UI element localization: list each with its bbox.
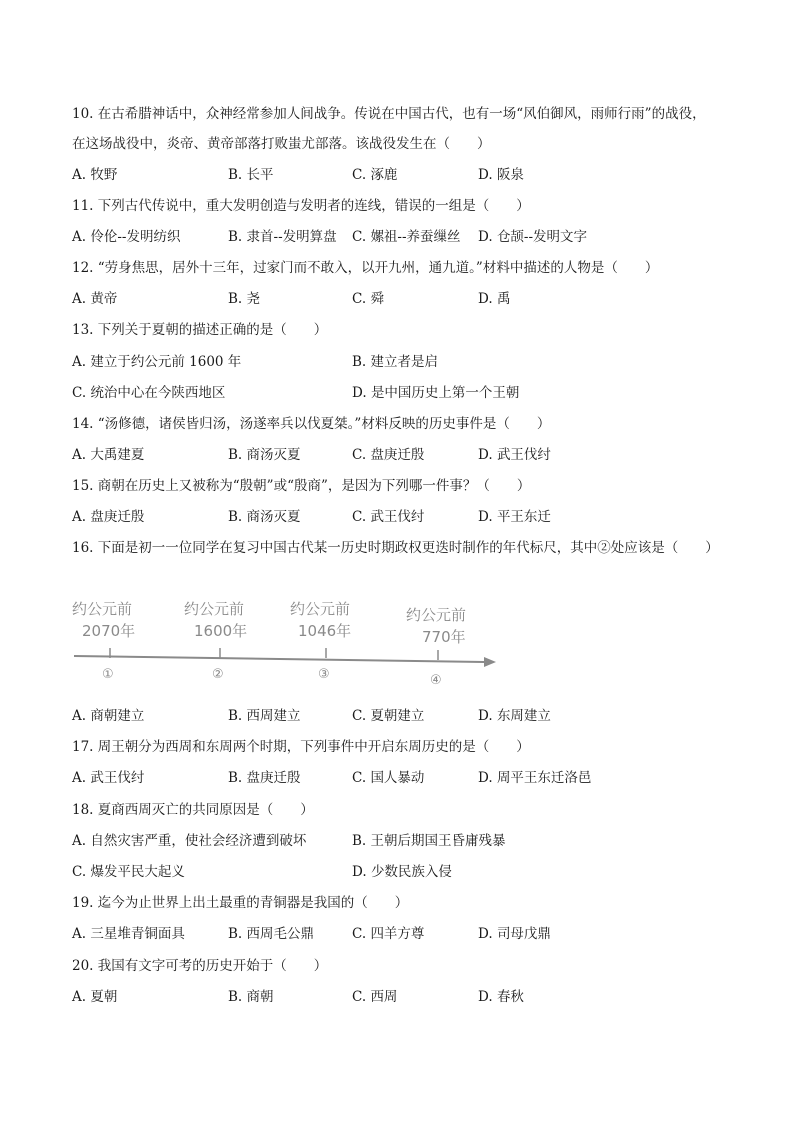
option-d: D. 东周建立 [478, 708, 551, 724]
option-a: A. 伶伦--发明纺织 [72, 229, 181, 245]
option-d: D. 禹 [478, 291, 511, 307]
timeline-prefix-2: 约公元前 [184, 600, 245, 618]
option-b: B. 长平 [228, 167, 274, 183]
q14-options [72, 446, 732, 464]
option-c: C. 国人暴动 [352, 770, 425, 786]
option-d: D. 平王东迁 [478, 509, 551, 525]
timeline-num-3: ③ [318, 667, 330, 682]
option-b: B. 商汤灭夏 [228, 509, 301, 525]
option-d: D. 司母戊鼎 [478, 926, 551, 942]
q10-options [72, 166, 732, 184]
option-b: B. 盘庚迁殷 [228, 770, 301, 786]
timeline-mark-2 [184, 600, 247, 682]
option-c: C. 爆发平民大起义 [72, 864, 185, 880]
timeline-year-1: 2070年 [82, 622, 136, 640]
option-b: B. 西周建立 [228, 708, 301, 724]
option-a: A. 牧野 [72, 167, 118, 183]
timeline-mark-4 [406, 606, 466, 688]
q11-options [72, 228, 732, 246]
option-c: C. 武王伐纣 [352, 509, 425, 525]
timeline-year-2: 1600年 [194, 622, 248, 640]
timeline-num-1: ① [102, 667, 114, 682]
option-b: B. 商汤灭夏 [228, 447, 301, 463]
option-b: B. 商朝 [228, 989, 274, 1005]
option-d: D. 是中国历史上第一个王朝 [352, 385, 520, 401]
option-b: B. 尧 [228, 291, 261, 307]
q19-line-1: 19. 迄今为止世界上出土最重的青铜器是我国的（ ） [72, 895, 409, 911]
q13-options-row-2 [72, 384, 732, 402]
q20-line-1: 20. 我国有文字可考的历史开始于（ ） [72, 958, 328, 974]
option-a: A. 自然灾害严重，使社会经济遭到破坏 [72, 833, 307, 849]
option-a: A. 建立于约公元前 1600 年 [72, 354, 242, 370]
option-d: D. 仓颉--发明文字 [478, 229, 588, 245]
option-c: C. 夏朝建立 [352, 708, 425, 724]
option-b: B. 王朝后期国王昏庸残暴 [352, 833, 506, 849]
timeline-prefix-4: 约公元前 [406, 606, 467, 624]
q17-line-1: 17. 周王朝分为西周和东周两个时期，下列事件中开启东周历史的是（ ） [72, 739, 530, 755]
option-d: D. 春秋 [478, 989, 524, 1005]
option-a: A. 三星堆青铜面具 [72, 926, 185, 942]
option-c: C. 盘庚迁殷 [352, 447, 425, 463]
option-a: A. 武王伐纣 [72, 770, 145, 786]
option-c: C. 涿鹿 [352, 167, 398, 183]
timeline-year-3: 1046年 [298, 622, 352, 640]
q18-options-row-1 [72, 832, 732, 850]
q18-line-1: 18. 夏商西周灭亡的共同原因是（ ） [72, 802, 314, 818]
q12-line-1: 12. “劳身焦思，居外十三年，过家门而不敢入，以开九州，通九道。”材料中描述的人物是（ ） [72, 260, 659, 276]
q19-options [72, 925, 732, 943]
option-a: A. 盘庚迁殷 [72, 509, 145, 525]
timeline-mark-3 [290, 600, 351, 682]
q16-line-1: 16. 下面是初一一位同学在复习中国古代某一历史时期政权更迭时制作的年代标尺，其中②处应该是（ ） [72, 540, 719, 556]
timeline-prefix-3: 约公元前 [290, 600, 351, 618]
q20-options [72, 988, 732, 1006]
timeline-mark-1 [72, 600, 135, 682]
option-d: D. 阪泉 [478, 167, 524, 183]
option-c: C. 嫘祖--养蚕缫丝 [352, 229, 461, 245]
q10-line-2: 在这场战役中，炎帝、黄帝部落打败蚩尤部落。该战役发生在（ ） [72, 136, 491, 152]
q15-options [72, 508, 732, 526]
option-b: B. 隶首--发明算盘 [228, 229, 337, 245]
timeline-arrow-icon [484, 657, 496, 667]
q13-line-1: 13. 下列关于夏朝的描述正确的是（ ） [72, 322, 328, 338]
q18-options-row-2 [72, 863, 732, 881]
timeline-num-4: ④ [430, 673, 442, 688]
option-a: A. 大禹建夏 [72, 447, 145, 463]
q12-options [72, 290, 732, 308]
q16-options [72, 707, 732, 725]
timeline-axis [74, 656, 484, 662]
option-d: D. 周平王东迁洛邑 [478, 770, 592, 786]
option-a: A. 商朝建立 [72, 708, 145, 724]
q17-options [72, 769, 732, 787]
option-c: C. 四羊方尊 [352, 926, 425, 942]
timeline-figure [72, 598, 502, 698]
option-c: C. 西周 [352, 989, 398, 1005]
q11-line-1: 11. 下列古代传说中，重大发明创造与发明者的连线，错误的一组是（ ） [72, 198, 530, 214]
option-c: C. 统治中心在今陕西地区 [72, 385, 226, 401]
option-b: B. 建立者是启 [352, 354, 439, 370]
q13-options-row-1 [72, 353, 732, 371]
option-d: D. 少数民族入侵 [352, 864, 452, 880]
option-d: D. 武王伐纣 [478, 447, 551, 463]
q10-line-1: 10. 在古希腊神话中，众神经常参加人间战争。传说在中国古代，也有一场“风伯御风，雨师行雨”的战役， [72, 106, 706, 122]
option-a: A. 夏朝 [72, 989, 118, 1005]
timeline-year-4: 770年 [422, 628, 466, 646]
timeline-prefix-1: 约公元前 [72, 600, 133, 618]
option-a: A. 黄帝 [72, 291, 118, 307]
q14-line-1: 14. “汤修德，诸侯皆归汤，汤遂率兵以伐夏桀。”材料反映的历史事件是（ ） [72, 416, 551, 432]
q15-line-1: 15. 商朝在历史上又被称为“殷朝”或“殷商”，是因为下列哪一件事？（ ） [72, 478, 531, 494]
option-b: B. 西周毛公鼎 [228, 926, 315, 942]
timeline-num-2: ② [212, 667, 224, 682]
option-c: C. 舜 [352, 291, 384, 307]
